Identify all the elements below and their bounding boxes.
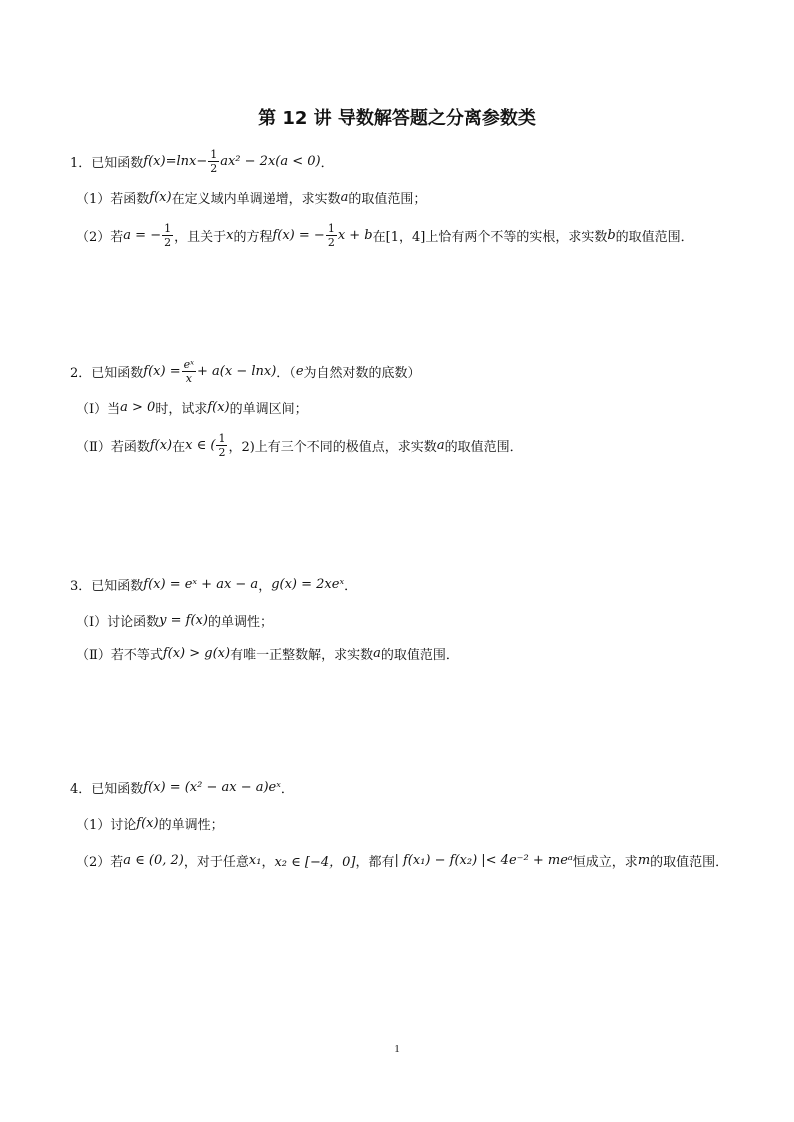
- part-text: （1）讨论: [76, 818, 137, 833]
- part-text: （Ⅰ）讨论函数: [76, 615, 160, 630]
- formula: a = −: [123, 228, 162, 243]
- fraction-denominator: x: [185, 372, 192, 385]
- formula: g(x) = 2xeˣ: [271, 577, 345, 592]
- formula: y = f(x): [159, 613, 208, 628]
- problem-1-statement: [70, 148, 334, 175]
- formula: | f(x₁) − f(x₂) |< 4e⁻² + meᵃ: [394, 853, 573, 868]
- punctuation: ．（: [276, 366, 296, 381]
- problem-2-statement: [70, 358, 421, 385]
- part-text: 的取值范围．: [615, 230, 694, 245]
- fraction: [162, 222, 173, 249]
- part-text: 恒成立，求: [572, 855, 638, 870]
- part-text: ，都有: [355, 855, 395, 870]
- formula: f(x) =: [143, 364, 181, 379]
- punctuation: ，: [258, 579, 272, 594]
- formula: + a(x − lnx): [197, 364, 277, 379]
- part-text: 时，试求: [155, 402, 208, 417]
- part-text: 的单调性；: [158, 818, 224, 833]
- part-text: （2）若: [76, 230, 124, 245]
- formula: e: [295, 364, 304, 379]
- fraction-numerator: 1: [210, 148, 218, 161]
- formula: ，2): [228, 440, 255, 455]
- fraction-numerator: 1: [164, 222, 172, 235]
- formula: [1，4]: [385, 230, 426, 245]
- formula: f(x): [149, 438, 173, 453]
- formula: b: [607, 228, 616, 243]
- problem-3-part-1: [76, 611, 273, 630]
- problem-lead: 4．已知函数: [70, 782, 144, 797]
- part-text: 上恰有两个不等的实根，求实数: [425, 230, 608, 245]
- problem-3-statement: [70, 575, 357, 594]
- part-text: 的单调区间；: [229, 402, 308, 417]
- problem-lead: 1．已知函数: [70, 156, 144, 171]
- fraction-numerator: 1: [218, 432, 226, 445]
- formula: f(x)=lnx−: [143, 154, 208, 169]
- formula: f(x): [149, 190, 172, 205]
- fraction-numerator: 1: [327, 222, 335, 235]
- problem-1-part-2: [76, 222, 694, 249]
- part-text: 的方程: [233, 230, 273, 245]
- part-text: ，且关于: [174, 230, 227, 245]
- formula: x₂ ∈ [−4，0]: [274, 855, 356, 870]
- problem-lead: 2．已知函数: [70, 366, 144, 381]
- problem-2-part-2: [76, 432, 523, 459]
- problem-1-part-1: [76, 188, 426, 207]
- part-text: （1）若函数: [76, 192, 150, 207]
- fraction-denominator: 2: [210, 162, 218, 175]
- part-text: （Ⅱ）若不等式: [76, 648, 163, 663]
- formula: a > 0: [120, 400, 156, 415]
- part-text: 的取值范围．: [380, 648, 459, 663]
- problem-4-part-2: [76, 851, 728, 870]
- formula: x + b: [337, 228, 373, 243]
- formula: f(x): [136, 816, 159, 831]
- part-text: ，对于任意: [183, 855, 249, 870]
- part-text: 的取值范围．: [444, 440, 523, 455]
- formula: f(x) > g(x): [162, 646, 231, 661]
- part-text: 在: [372, 230, 386, 245]
- fraction: [216, 432, 227, 459]
- formula: f(x) = eˣ + ax − a: [143, 577, 259, 592]
- formula: f(x): [207, 400, 230, 415]
- part-text: 的取值范围；: [348, 192, 427, 207]
- problem-2-part-1: [76, 398, 308, 417]
- problem-4-statement: [70, 778, 294, 797]
- part-text: （Ⅱ）若函数: [76, 440, 150, 455]
- part-text: （Ⅰ）当: [76, 402, 121, 417]
- formula: x: [226, 228, 234, 243]
- formula: x ∈ (: [185, 438, 216, 453]
- formula: ax² − 2x(a < 0): [220, 154, 321, 169]
- fraction-denominator: 2: [164, 236, 172, 249]
- problem-4-part-1: [76, 814, 224, 833]
- part-text: 的取值范围．: [650, 855, 729, 870]
- part-text: 的单调性；: [207, 615, 273, 630]
- formula: a: [436, 438, 445, 453]
- formula: f(x) = (x² − ax − a)eˣ: [143, 780, 281, 795]
- page-number: 1: [394, 1043, 400, 1055]
- fraction: [326, 222, 337, 249]
- formula: a: [373, 646, 381, 661]
- punctuation: ．: [344, 579, 358, 594]
- part-text: 在定义域内单调递增，求实数: [171, 192, 341, 207]
- fraction-denominator: 2: [218, 446, 226, 459]
- problem-3-part-2: [76, 644, 459, 663]
- problem-lead: 3．已知函数: [70, 579, 144, 594]
- part-text: 上有三个不同的极值点，求实数: [254, 440, 437, 455]
- punctuation: ．: [280, 782, 294, 797]
- fraction-numerator: eˣ: [183, 358, 195, 371]
- fraction-denominator: 2: [327, 236, 335, 249]
- part-text: ，: [261, 855, 275, 870]
- formula: a: [340, 190, 349, 205]
- formula: m: [637, 853, 651, 868]
- fraction: [182, 358, 196, 385]
- part-text: （2）若: [76, 855, 124, 870]
- part-text: 在: [172, 440, 186, 455]
- part-text: 有唯一正整数解，求实数: [230, 648, 374, 663]
- punctuation: ．: [320, 156, 334, 171]
- formula: x₁: [248, 853, 262, 868]
- formula: a ∈ (0, 2): [123, 853, 184, 868]
- note-text: 为自然对数的底数）: [303, 366, 421, 381]
- formula: f(x) = −: [272, 228, 325, 243]
- page-title: 第 12 讲 导数解答题之分离参数类: [258, 108, 536, 129]
- fraction: [208, 148, 219, 175]
